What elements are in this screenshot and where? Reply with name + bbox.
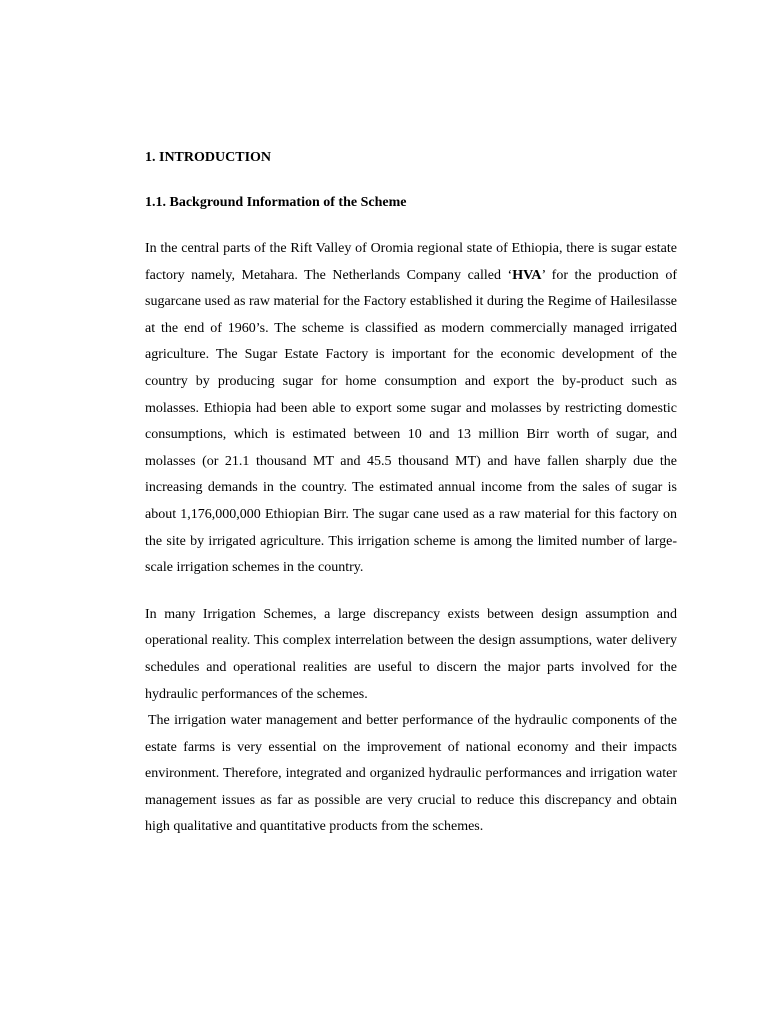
section-heading: 1. INTRODUCTION (145, 150, 272, 165)
paragraph-text: In the central parts of the Rift Valley of Oromia regional state of Ethiopia, there is sugar estate factory namely, Metahara. The Netherlands Company called ‘ (145, 241, 677, 283)
paragraph-text: ’ for the production of sugarcane used as raw material for the Factory established it during the Regime of Hailesilasse at the end of 1960’s. The scheme is classified as modern commercially managed irrigated agriculture. The Sugar Estate Factory is important for the economic development of the country by producing sugar for home consumption and export the by-product such as molasses. Ethiopia had been able to export some sugar and molasses by restricting domestic consumptions, which is estimated between 10 and 13 million Birr worth of sugar, and molasses (or 21.1 thousand MT and 45.5 thousand MT) and have fallen sharply due the increasing demands in the country. The estimated annual income from the sales of sugar is about 1,176,000,000 Ethiopian Birr. The sugar cane used as a raw material for this factory on the site by irrigated agriculture. This irrigation scheme is among the limited number of large-scale irrigation schemes in the country. (145, 267, 677, 576)
bold-company-name: HVA (512, 267, 542, 283)
paragraph-background (145, 236, 677, 582)
subsection-heading: 1.1. Background Information of the Scheme (145, 195, 407, 210)
paragraph-discrepancy: In many Irrigation Schemes, a large discrepancy exists between design assumption and operational reality. This complex interrelation between the design assumptions, water delivery schedules and operational realities are useful to discern the major parts involved for the hydraulic performances of the schemes. (145, 606, 677, 702)
document-body (145, 147, 677, 841)
paragraph-water-management: The irrigation water management and better performance of the hydraulic components of the estate farms is very essential on the improvement of national economy and their impacts environment. Therefore, integrated and organized hydraulic performances and irrigation water management issues as far as possible are very crucial to reduce this discrepancy and obtain high qualitative and quantitative products from the schemes. (145, 713, 677, 835)
